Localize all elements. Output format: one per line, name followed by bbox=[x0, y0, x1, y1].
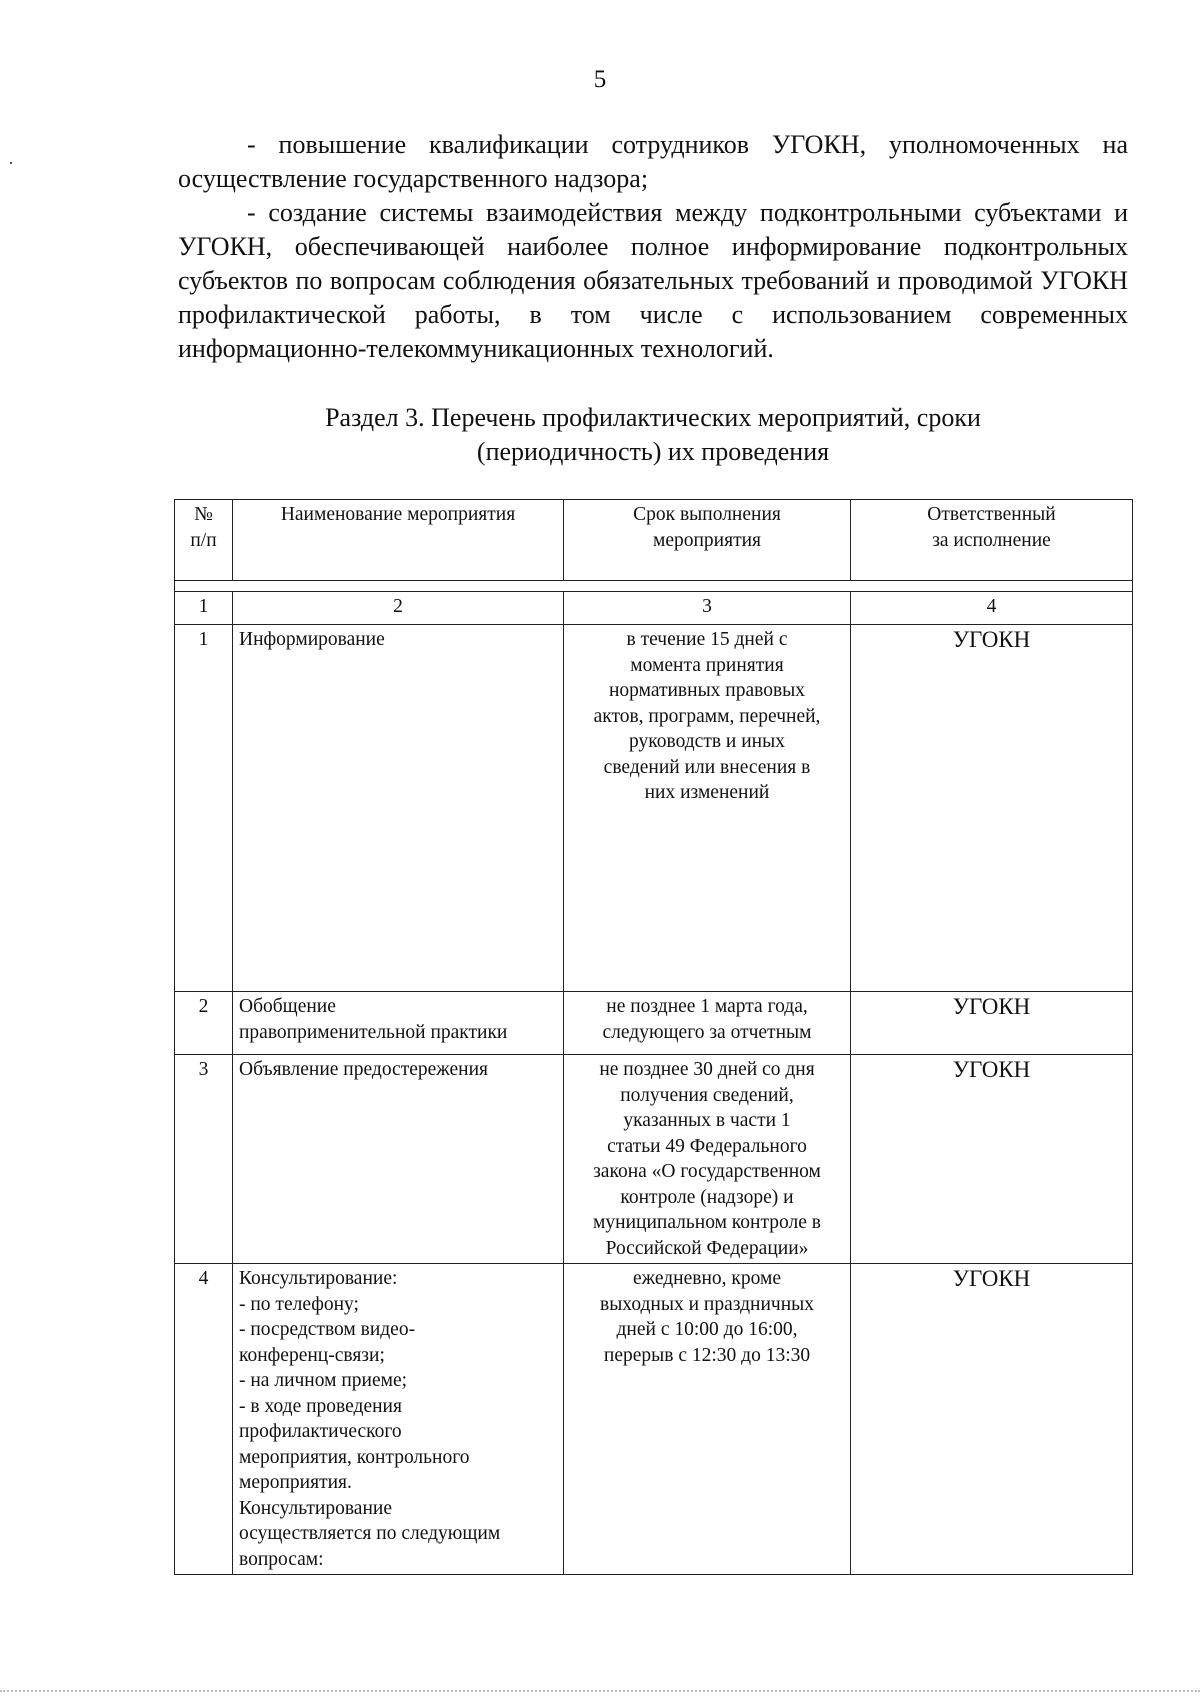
column-number: 3 bbox=[564, 592, 851, 625]
measure-responsible: УГОКН bbox=[851, 625, 1133, 992]
row-number: 4 bbox=[175, 1264, 233, 1575]
measure-responsible: УГОКН bbox=[851, 992, 1133, 1055]
table-header-row bbox=[175, 500, 1133, 581]
section-title bbox=[178, 401, 1128, 469]
table-row bbox=[175, 625, 1133, 992]
measure-term: в течение 15 дней с момента принятия нормативных правовых актов, программ, перечней, руководств и иных сведений или внесения в них изменений bbox=[564, 625, 851, 992]
header-responsible: Ответственный за исполнение bbox=[851, 500, 1133, 581]
intro-paragraph: - создание системы взаимодействия между подконтрольными субъектами и УГОКН, обеспечивающей наиболее полное информирование подконтрольных субъектов по вопросам соблюдения обязательных требований и проводимой УГОКН профилактической работы, в том числе с использованием современных информационно-телекоммуникационных технологий. bbox=[178, 198, 1128, 363]
measure-term: не позднее 30 дней со дня получения сведений, указанных в части 1 статьи 49 Федерального закона «О государственном контроле (надзоре) и муниципальном контроле в Российской Федерации» bbox=[564, 1055, 851, 1264]
measure-name: Объявление предостережения bbox=[233, 1055, 564, 1264]
measure-responsible: УГОКН bbox=[851, 1055, 1133, 1264]
header-name: Наименование мероприятия bbox=[233, 500, 564, 581]
intro-text bbox=[178, 128, 1128, 366]
header-num: № п/п bbox=[175, 500, 233, 581]
measures-table bbox=[174, 499, 1133, 1575]
column-number: 2 bbox=[233, 592, 564, 625]
scan-speck bbox=[10, 162, 12, 164]
row-number: 1 bbox=[175, 625, 233, 992]
table-spacer bbox=[175, 581, 1133, 592]
table-row bbox=[175, 992, 1133, 1055]
column-numbers-row bbox=[175, 592, 1133, 625]
column-number: 4 bbox=[851, 592, 1133, 625]
header-term: Срок выполнения мероприятия bbox=[564, 500, 851, 581]
measure-term: не позднее 1 марта года, следующего за отчетным bbox=[564, 992, 851, 1055]
column-number: 1 bbox=[175, 592, 233, 625]
section-title-line: (периодичность) их проведения bbox=[476, 437, 830, 466]
measure-responsible: УГОКН bbox=[851, 1264, 1133, 1575]
section-title-line: Раздел 3. Перечень профилактических мероприятий, сроки bbox=[325, 403, 981, 432]
scan-edge-dots bbox=[0, 1690, 1200, 1692]
measure-name: Консультирование: - по телефону; - посредством видео- конференц-связи; - на личном приеме; - в ходе проведения профилактического мероприятия, контрольного мероприятия. Консультирование осуществляется по следующим вопросам: bbox=[233, 1264, 564, 1575]
table-row bbox=[175, 1055, 1133, 1264]
measure-name: Обобщение правоприменительной практики bbox=[233, 992, 564, 1055]
row-number: 2 bbox=[175, 992, 233, 1055]
page-number: 5 bbox=[593, 66, 607, 93]
row-number: 3 bbox=[175, 1055, 233, 1264]
measure-term: ежедневно, кроме выходных и праздничных дней с 10:00 до 16:00, перерыв с 12:30 до 13:30 bbox=[564, 1264, 851, 1575]
intro-paragraph: - повышение квалификации сотрудников УГОКН, уполномоченных на осуществление государственного надзора; bbox=[178, 130, 1128, 193]
measure-name: Информирование bbox=[233, 625, 564, 992]
table-row bbox=[175, 1264, 1133, 1575]
